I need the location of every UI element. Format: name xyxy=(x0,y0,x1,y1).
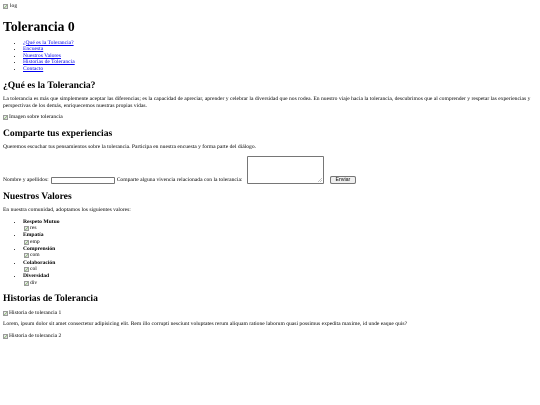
nav-link-que-es[interactable]: ¿Qué es la Tolerancia? xyxy=(23,39,74,46)
valor-image-alt: com xyxy=(30,252,40,259)
tolerancia-image xyxy=(3,114,537,121)
valor-image-alt: emp xyxy=(30,238,40,245)
valor-name: • Comprensión xyxy=(23,245,56,252)
valor-image xyxy=(24,280,537,287)
que-es-text: La tolerancia es más que simplemente aceptar las diferencias; es la capacidad de apreciar, aprender y celebrar la diversidad que nos rodea. En nuestro viaje hacia la tolerancia, descubrimos que al comprender y respetar las experiencias y perspectivas de los demás, enriquecemos nuestras propias vidas. xyxy=(3,95,531,109)
valor-name: • Diversidad xyxy=(23,273,50,280)
valores-list xyxy=(3,219,537,287)
valor-item xyxy=(23,246,537,259)
valor-image-alt: col xyxy=(30,266,37,273)
main-nav xyxy=(3,40,537,73)
valores-heading: Nuestros Valores xyxy=(3,190,72,202)
valor-item xyxy=(23,232,537,245)
broken-image-icon xyxy=(24,253,29,258)
nav-link-encuesta[interactable]: Encuesta xyxy=(23,46,44,53)
broken-image-icon xyxy=(3,4,8,9)
story1-text: Lorem, ipsum dolor sit amet consectetur adipisicing elit. Rem illo corrupti nesciunt voluptates rerum aliquam ratione laborum quasi possimus expedita maxime, id unde eaque quis? xyxy=(3,321,408,328)
nav-link-historias[interactable]: Historias de Tolerancia xyxy=(23,59,75,66)
valor-item xyxy=(23,260,537,273)
valor-name: • Respeto Mutuo xyxy=(23,218,60,225)
valor-item xyxy=(23,273,537,286)
broken-image-icon xyxy=(24,267,29,272)
nav-item-que-es xyxy=(23,40,537,47)
encuesta-text: Queremos escuchar tus pensamientos sobre la tolerancia. Participa en nuestra encuesta y forma parte del diálogo. xyxy=(3,144,257,150)
valor-name: • Empatía xyxy=(23,232,44,239)
nav-item-contacto xyxy=(23,66,537,73)
story2-image-alt: Historia de tolerancia 2 xyxy=(9,332,62,339)
story1-image xyxy=(3,310,537,317)
page-title: Tolerancia 0 xyxy=(3,18,75,34)
valor-item xyxy=(23,219,537,232)
experience-label: Comparte alguna vivencia relacionada con la tolerancia: xyxy=(116,177,243,183)
valor-image xyxy=(24,252,537,259)
story2-image xyxy=(3,333,537,340)
valor-image-alt: res xyxy=(30,225,37,232)
nav-item-valores xyxy=(23,53,537,60)
valor-image xyxy=(24,266,537,273)
valor-image xyxy=(24,239,537,246)
broken-image-icon xyxy=(24,281,29,286)
valor-image-alt: div xyxy=(30,279,38,286)
historias-heading: Historias de Tolerancia xyxy=(3,293,98,305)
valor-image xyxy=(24,225,537,232)
broken-image-icon xyxy=(24,240,29,245)
submit-button[interactable]: Enviar xyxy=(330,176,357,184)
site-logo xyxy=(3,3,17,10)
logo-alt-text: log xyxy=(10,3,18,10)
que-es-heading: ¿Qué es la Tolerancia? xyxy=(3,79,96,91)
broken-image-icon xyxy=(3,334,8,339)
encuesta-heading: Comparte tus experiencias xyxy=(3,127,113,139)
valor-name: • Colaboración xyxy=(23,259,56,266)
name-label: Nombre y apellidos: xyxy=(3,177,49,183)
name-input[interactable] xyxy=(51,177,115,184)
valores-text: En nuestra comunidad, adoptamos los siguientes valores: xyxy=(3,206,131,213)
nav-item-historias xyxy=(23,59,537,66)
broken-image-icon xyxy=(3,115,8,120)
broken-image-icon xyxy=(3,311,8,316)
tolerancia-image-alt: Imagen sobre tolerancia xyxy=(9,114,63,121)
story1-image-alt: Historia de tolerancia 1 xyxy=(9,309,62,316)
nav-link-valores[interactable]: Nuestros Valores xyxy=(23,52,61,59)
experience-textarea[interactable] xyxy=(247,156,324,184)
encuesta-form xyxy=(3,156,537,184)
broken-image-icon xyxy=(24,226,29,231)
nav-link-contacto[interactable]: Contacto xyxy=(23,66,44,72)
nav-item-encuesta xyxy=(23,46,537,53)
